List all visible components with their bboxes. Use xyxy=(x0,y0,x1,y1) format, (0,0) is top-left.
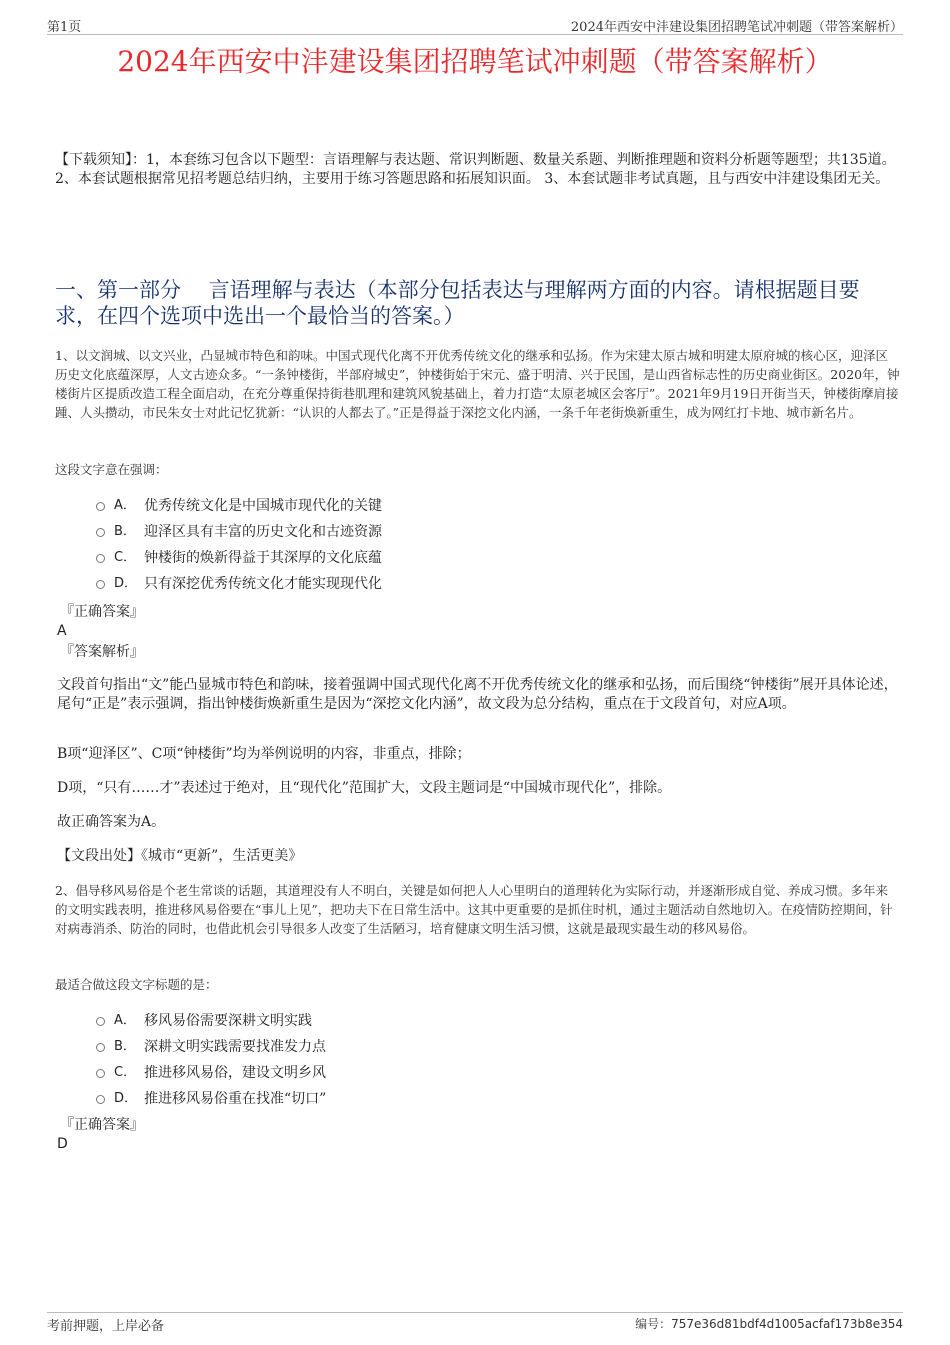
download-notice: 【下载须知】：1，本套练习包含以下题型：言语理解与表达题、常识判断题、数量关系题、判断推理题和资料分析题等题型；共135道。 2、本套试题根据常见招考题总结归纳，主要用于练习答题思路和拓展知识面。 3、本套试题非考试真题，且与西安中沣建设集团无关。 xyxy=(55,152,896,187)
question-2-answer: D xyxy=(57,1136,68,1152)
question-2-answer-label: 『正确答案』 xyxy=(60,1117,144,1133)
page-footer xyxy=(47,1312,903,1333)
radio-icon[interactable] xyxy=(96,1017,105,1026)
footer-slogan: 考前押题，上岸必备 xyxy=(47,1319,165,1334)
radio-icon[interactable] xyxy=(96,1043,105,1052)
question-1-analysis-label: 『答案解析』 xyxy=(60,644,144,660)
question-1-passage: 1、以文润城、以文兴业，凸显城市特色和韵味。中国式现代化离不开优秀传统文化的继承和弘扬。作为宋建太原古城和明建太原府城的核心区，迎泽区历史文化底蕴深厚，人文古迹众多。“一条钟楼街，半部府城史”，钟楼街始于宋元、盛于明清、兴于民国，是山西省标志性的历史商业街区。2020年，钟楼街片区提质改造工程全面启动，在充分尊重保持街巷肌理和建筑风貌基础上，着力打造“太原老城区会客厅”。2021年9月19日开街当天，钟楼街摩肩接踵、人头攒动，市民朱女士对此记忆犹新：“认识的人都去了。”正是得益于深挖文化内涵，一条千年老街焕新重生，成为网红打卡地、城市新名片。 xyxy=(55,348,900,420)
header-doc-title: 2024年西安中沣建设集团招聘笔试冲刺题（带答案解析） xyxy=(570,20,903,35)
radio-icon[interactable] xyxy=(96,1095,105,1104)
analysis-paragraph: 故正确答案为A。 xyxy=(57,814,166,830)
document-code: 编号：757e36d81bdf4d1005acfaf173b8e354 xyxy=(635,1317,903,1331)
question-1-answer: A xyxy=(57,623,67,639)
analysis-paragraph: 文段首句指出“文”能凸显城市特色和韵味，接着强调中国式现代化离不开优秀传统文化的继承和弘扬，而后围绕“钟楼街”展开具体论述，尾句“正是”表示强调，指出钟楼街焕新重生是因为“深挖文化内涵”，故文段为总分结构，重点在于文段首句，对应A项。 xyxy=(57,677,898,712)
question-2-passage: 2、倡导移风易俗是个老生常谈的话题，其道理没有人不明白，关键是如何把人人心里明白的道理转化为实际行动，并逐渐形成自觉、养成习惯。多年来的文明实践表明，推进移风易俗要在“事儿上见”，把功夫下在日常生活中。这其中更重要的是抓住时机，通过主题活动自然地切入。在疫情防控期间，针对病毒消杀、防治的同时，也借此机会引导很多人改变了生活陋习，培育健康文明生活习惯，这就是最现实最生动的移风易俗。 xyxy=(55,883,893,936)
section-heading: 一、第一部分 言语理解与表达（本部分包括表达与理解两方面的内容。请根据题目要求，在四个选项中选出一个最恰当的答案。） xyxy=(55,278,860,328)
question-1-answer-label: 『正确答案』 xyxy=(60,604,144,620)
page-number: 第1页 xyxy=(47,20,82,35)
passage-source: 【文段出处】《城市“更新”，生活更美》 xyxy=(57,848,303,864)
question-1-prompt: 这段文字意在强调： xyxy=(55,462,168,477)
page-title: 2024年西安中沣建设集团招聘笔试冲刺题（带答案解析） xyxy=(117,45,833,78)
radio-icon[interactable] xyxy=(96,528,105,537)
radio-icon[interactable] xyxy=(96,1069,105,1078)
analysis-paragraph: D项，“只有……才”表述过于绝对，且“现代化”范围扩大，文段主题词是“中国城市现代化”，排除。 xyxy=(57,780,672,796)
radio-icon[interactable] xyxy=(96,580,105,589)
page-header xyxy=(47,14,903,35)
analysis-paragraph: B项“迎泽区”、C项“钟楼街”均为举例说明的内容，非重点，排除； xyxy=(57,746,471,762)
radio-icon[interactable] xyxy=(96,502,105,511)
radio-icon[interactable] xyxy=(96,554,105,563)
question-2-prompt: 最适合做这段文字标题的是： xyxy=(55,977,218,992)
